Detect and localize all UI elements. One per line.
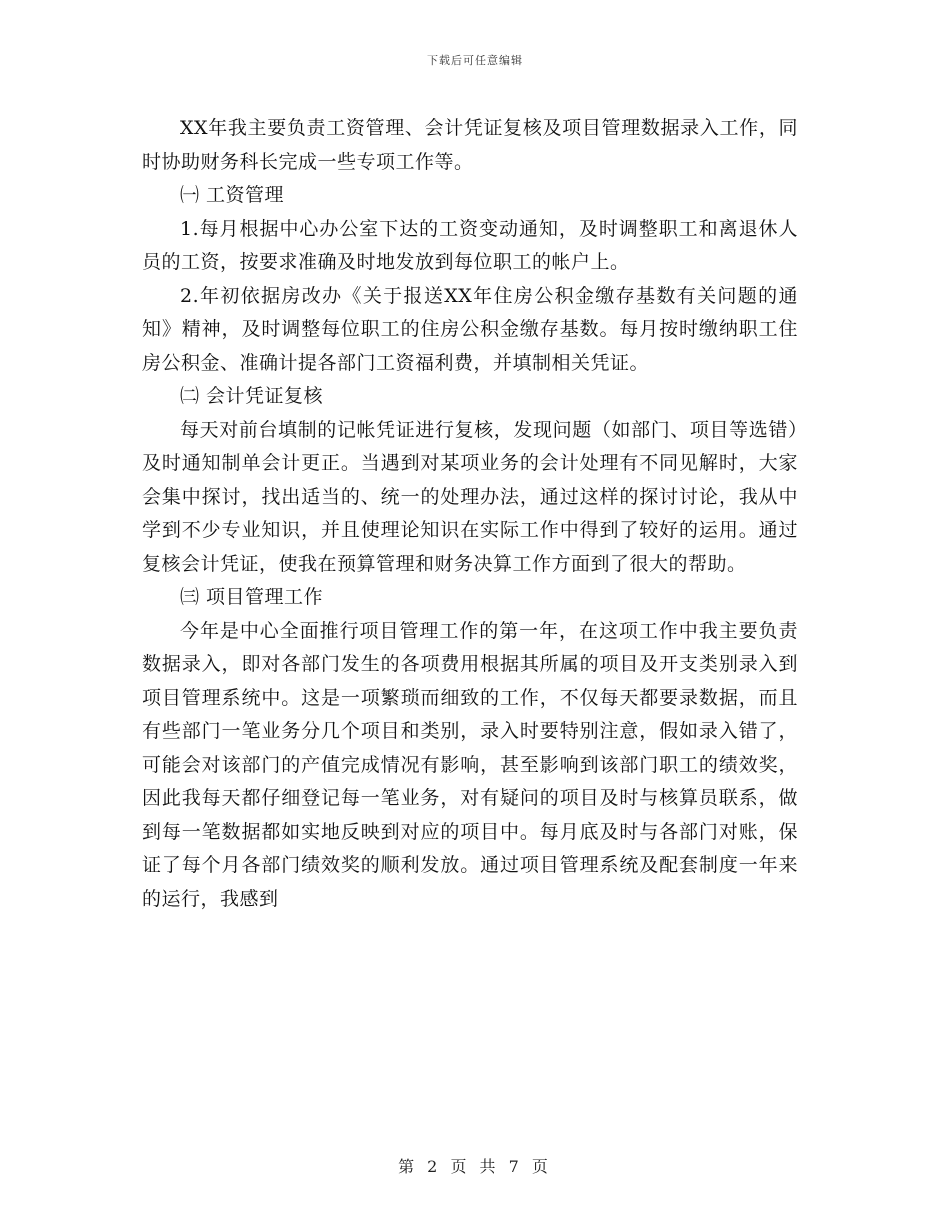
section-heading-voucher: ㈡ 会计凭证复核 <box>180 385 324 407</box>
page-number-footer: 第 2 页 共 7 页 <box>398 1157 552 1176</box>
section-heading-salary: ㈠ 工资管理 <box>180 184 285 206</box>
section-heading-project: ㈢ 项目管理工作 <box>180 586 324 608</box>
project-paragraph: 今年是中心全面推行项目管理工作的第一年，在这项工作中我主要负责数据录入，即对各部门发生的各项费用根据其所属的项目及开支类别录入到项目管理系统中。这是一项繁琐而细致的工作，不仅每天都要录数据，而且有些部门一笔业务分几个项目和类别，录入时要特别注意，假如录入错了，可能会对该部门的产值完成情况有影响，甚至影响到该部门职工的绩效奖，因此我每天都仔细登记每一笔业务，对有疑问的项目及时与核算员联系，做到每一笔数据都如实地反映到对应的项目中。每月底及时与各部门对账，保证了每个月各部门绩效奖的顺利发放。通过项目管理系统及配套制度一年来的运行，我感到 <box>142 619 798 910</box>
document-body <box>142 112 798 916</box>
intro-paragraph: XX年我主要负责工资管理、会计凭证复核及项目管理数据录入工作，同时协助财务科长完成一些专项工作等。 <box>142 117 798 173</box>
voucher-paragraph: 每天对前台填制的记帐凭证进行复核，发现问题（如部门、项目等选错）及时通知制单会计更正。当遇到对某项业务的会计处理有不同见解时，大家会集中探讨，找出适当的、统一的处理办法，通过这样的探讨讨论，我从中学到不少专业知识，并且使理论知识在实际工作中得到了较好的运用。通过复核会计凭证，使我在预算管理和财务决算工作方面到了很大的帮助。 <box>142 418 798 575</box>
page-header-note: 下载后可任意编辑 <box>427 54 523 67</box>
salary-item-1: 1.每月根据中心办公室下达的工资变动通知，及时调整职工和离退休人员的工资，按要求准确及时地发放到每位职工的帐户上。 <box>142 217 798 273</box>
salary-item-2: 2.年初依据房改办《关于报送XX年住房公积金缴存基数有关问题的通知》精神，及时调整每位职工的住房公积金缴存基数。每月按时缴纳职工住房公积金、准确计提各部门工资福利费，并填制相关凭证。 <box>142 284 798 374</box>
